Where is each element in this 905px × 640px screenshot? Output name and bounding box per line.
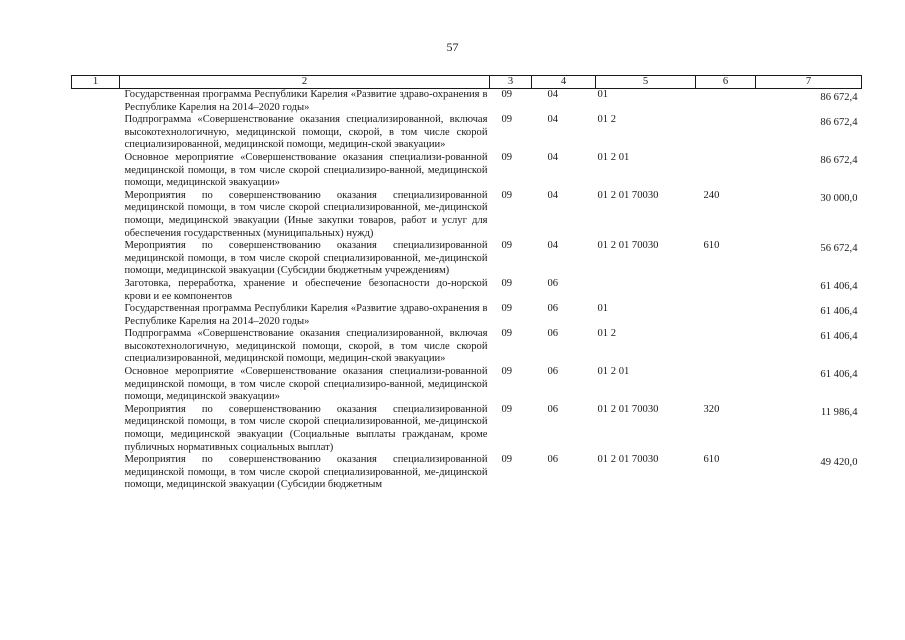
cell-target-article: 01 [597,89,609,100]
cell-target-article [596,278,696,303]
cell-index [72,152,120,190]
cell-expense-type [696,328,756,366]
cell-subchapter: 04 [547,240,559,252]
cell-chapter: 09 [501,303,513,315]
cell-subchapter: 06 [547,328,559,340]
cell-chapter: 09 [501,151,513,163]
cell-chapter: 09 [501,89,513,100]
cell-target-article: 01 2 01 [597,366,630,378]
cell-subchapter: 06 [547,303,559,315]
cell-chapter: 09 [501,114,513,126]
cell-subchapter: 06 [547,403,559,415]
cell-index [72,328,120,366]
cell-description: Подпрограмма «Совершенствование оказания специализированной, включая высокотехнологичную, медицинской помощи, скорой, в том числе скорой специализированной, медицинской помощи, медицин-ской эвакуации» [124,328,488,365]
cell-expense-type: 610 [703,240,720,252]
table-row [72,328,862,366]
cell-amount: 86 672,4 [820,154,858,166]
cell-description: Заготовка, переработка, хранение и обеспечение безопасности до-норской крови и ее компонентов [124,277,488,302]
cell-index [72,454,120,492]
column-header: 2 [120,76,490,89]
table-row [72,404,862,454]
table-header-row [72,76,862,89]
cell-index [72,89,120,115]
cell-subchapter: 04 [547,189,559,201]
cell-index [72,366,120,404]
table-row [72,278,862,303]
table-row [72,366,862,404]
cell-description: Мероприятия по совершенствованию оказания специализированной медицинской помощи, в том числе скорой специализированной, ме-дицинской помощи, медицинской эвакуации (Иные закупки товаров, работ и услуг для обеспечения государственных (муниципальных) нужд) [124,189,488,239]
column-header: 3 [490,76,532,89]
cell-chapter: 09 [501,454,513,466]
cell-target-article: 01 2 01 70030 [597,240,659,252]
table-row [72,190,862,240]
cell-amount: 86 672,4 [820,92,858,103]
cell-index [72,114,120,152]
column-header: 1 [72,76,120,89]
cell-subchapter: 06 [547,454,559,466]
cell-subchapter: 04 [547,89,559,100]
cell-index [72,278,120,303]
cell-chapter: 09 [501,328,513,340]
cell-amount: 56 672,4 [820,243,858,255]
cell-index [72,240,120,278]
cell-subchapter: 04 [547,151,559,163]
cell-amount: 30 000,0 [820,192,858,204]
cell-expense-type [696,366,756,404]
cell-amount: 11 986,4 [820,406,858,418]
cell-target-article: 01 2 [597,114,617,126]
cell-chapter: 09 [501,240,513,252]
table-row [72,152,862,190]
cell-description: Мероприятия по совершенствованию оказания специализированной медицинской помощи, в том числе скорой специализированной, ме-дицинской помощи, медицинской эвакуации (Субсидии бюджетным учреждениям) [124,240,488,277]
column-header: 7 [756,76,862,89]
cell-target-article: 01 2 01 70030 [597,454,659,466]
cell-description: Мероприятия по совершенствованию оказания специализированной медицинской помощи, в том числе скорой специализированной, ме-дицинской помощи, медицинской эвакуации (Субсидии бюджетным [124,454,488,491]
cell-description: Основное мероприятие «Совершенствование оказания специализи-рованной медицинской помощи, в том числе скорой специализиро-ванной, медицинской помощи, медицинской эвакуации» [124,366,488,403]
cell-target-article: 01 2 01 [597,151,630,163]
column-header: 6 [696,76,756,89]
cell-expense-type: 610 [703,454,720,466]
cell-subchapter: 06 [547,277,559,289]
cell-index [72,190,120,240]
column-header: 5 [596,76,696,89]
cell-description: Основное мероприятие «Совершенствование оказания специализи-рованной медицинской помощи, в том числе скорой специализиро-ванной, медицинской помощи, медицинской эвакуации» [124,151,488,189]
cell-index [72,404,120,454]
cell-chapter: 09 [501,366,513,378]
page-number: 57 [446,40,459,54]
cell-chapter: 09 [501,403,513,415]
table-row [72,89,862,115]
cell-subchapter: 06 [547,366,559,378]
cell-expense-type [696,303,756,328]
cell-target-article: 01 2 01 70030 [597,189,659,201]
cell-chapter: 09 [501,189,513,201]
cell-expense-type: 320 [703,403,720,415]
cell-expense-type [696,278,756,303]
cell-expense-type [696,114,756,152]
cell-target-article: 01 [597,303,609,315]
cell-description: Государственная программа Республики Карелия «Развитие здраво-охранения в Республике Карелия на 2014–2020 годы» [124,89,488,113]
cell-amount: 86 672,4 [820,117,858,129]
cell-target-article: 01 2 [597,328,617,340]
cell-expense-type: 240 [703,189,720,201]
cell-expense-type [696,89,756,115]
table-row [72,114,862,152]
column-header: 4 [532,76,596,89]
cell-subchapter: 04 [547,114,559,126]
cell-amount: 49 420,0 [820,457,858,469]
budget-table [71,75,862,492]
cell-description: Государственная программа Республики Карелия «Развитие здраво-охранения в Республике Карелия на 2014–2020 годы» [124,303,488,327]
cell-index [72,303,120,328]
cell-description: Мероприятия по совершенствованию оказания специализированной медицинской помощи, в том числе скорой специализированной, ме-дицинской помощи, медицинской эвакуации (Социальные выплаты гражданам, кроме публичных нормативных социальных выплат) [124,403,488,453]
cell-expense-type [696,152,756,190]
cell-amount: 61 406,4 [820,331,858,343]
cell-amount: 61 406,4 [820,369,858,381]
table-row [72,303,862,328]
cell-amount: 61 406,4 [820,280,858,292]
cell-amount: 61 406,4 [820,306,858,318]
table-row [72,454,862,492]
table-row [72,240,862,278]
cell-description: Подпрограмма «Совершенствование оказания специализированной, включая высокотехнологичную, медицинской помощи, скорой, в том числе скорой специализированной, медицинской помощи, медицин-ской эвакуации» [124,114,488,151]
cell-chapter: 09 [501,277,513,289]
cell-target-article: 01 2 01 70030 [597,403,659,415]
table-body [72,89,862,493]
